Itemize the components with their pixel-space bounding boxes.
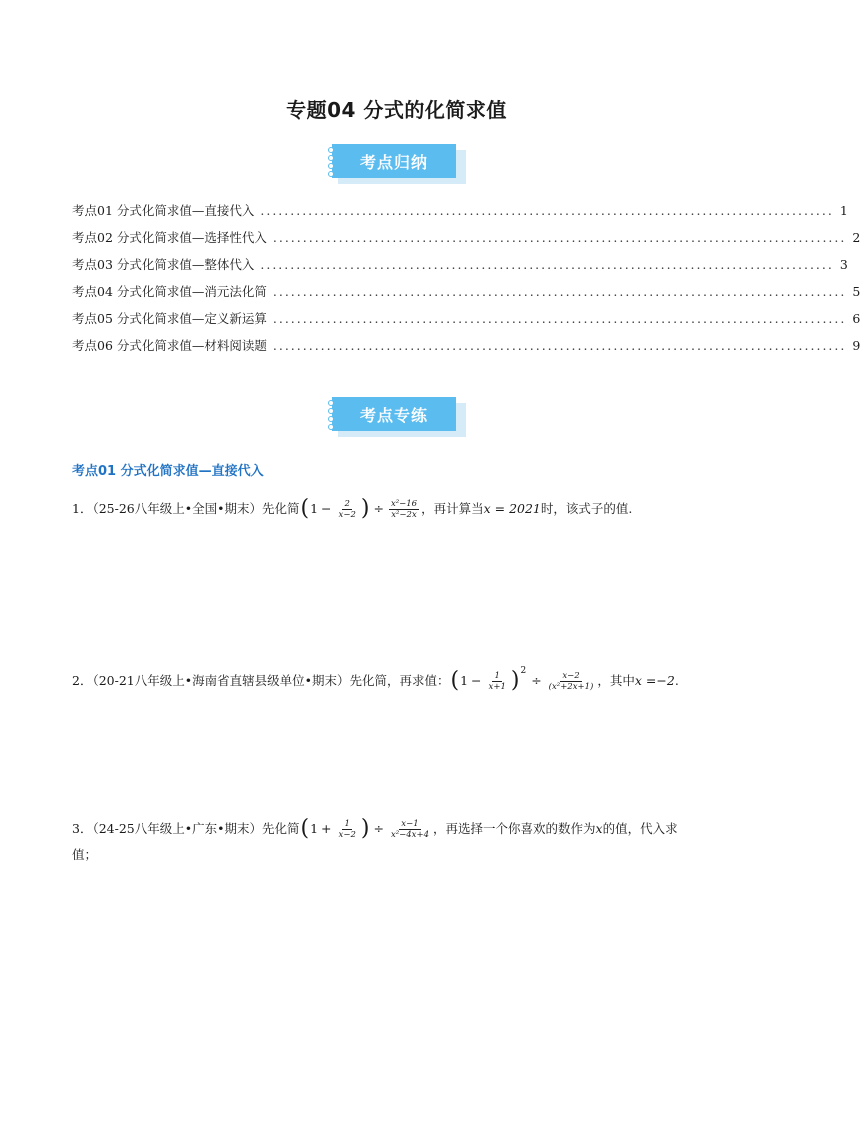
table-of-contents xyxy=(72,201,860,363)
toc-item[interactable]: 考点01 分式化简求值—直接代入 ................................................................................................ 1 xyxy=(72,203,848,218)
toc-item[interactable]: 考点05 分式化简求值—定义新运算 ................................................................................................ 6 xyxy=(72,311,860,326)
binder-rings-icon xyxy=(328,147,336,177)
question-1: 1．（25-26八年级上•全国•期末）先化简 ( 1 − $\frac{2}{x-2}$ ) ÷ $\frac{\text{x²−16}}{\text{x²−2x}}$ ，再计算当 x = 2021 时，该式子的值. xyxy=(72,496,633,521)
toc-item[interactable]: 考点06 分式化简求值—材料阅读题 ................................................................................................ 9 xyxy=(72,338,860,353)
page-title: 专题04 分式的化简求值 xyxy=(286,98,507,122)
question-3: 3．（24-25八年级上•广东•期末）先化简 ( 1 + $\frac{1}{x-2}$ ) ÷ $\frac{x-1}{\text{x²−4x+4}}$ ，再选择一个你喜欢的数作为 x 的值，代入求 值； xyxy=(72,816,724,868)
fraction: $\frac{1}{x+1}$ xyxy=(488,670,506,692)
banner-summary xyxy=(328,144,468,186)
fraction: $\frac{1}{x-2}$ xyxy=(338,818,356,840)
banner-label: 考点归纳 xyxy=(332,144,456,178)
fraction: $\frac{x-2}{\text{(x²+2x+1)}}$ xyxy=(548,670,594,692)
toc-leader: ................................................................................................ xyxy=(260,203,834,218)
toc-item[interactable]: 考点03 分式化简求值—整体代入 ................................................................................................ 3 xyxy=(72,257,848,272)
fraction: $\frac{x-1}{\text{x²−4x+4}}$ xyxy=(390,818,429,840)
banner-label: 考点专练 xyxy=(332,397,456,431)
toc-leader: ................................................................................................ xyxy=(272,230,847,245)
toc-item[interactable]: 考点04 分式化简求值—消元法化简 ................................................................................................ 5 xyxy=(72,284,860,299)
toc-leader: ................................................................................................ xyxy=(272,338,847,353)
toc-leader: ................................................................................................ xyxy=(272,311,847,326)
binder-rings-icon xyxy=(328,400,336,430)
toc-item[interactable]: 考点02 分式化简求值—选择性代入 ................................................................................................ 2 xyxy=(72,230,860,245)
fraction: $\frac{\text{x²−16}}{\text{x²−2x}}$ xyxy=(390,498,418,520)
section-heading: 考点01 分式化简求值—直接代入 xyxy=(72,464,264,479)
question-3-line2: 值； xyxy=(72,847,98,862)
toc-leader: ................................................................................................ xyxy=(272,284,847,299)
toc-leader: ................................................................................................ xyxy=(260,257,834,272)
banner-practice xyxy=(328,397,468,439)
question-2: 2．（20-21八年级上•海南省直辖县级单位•期末）先化简，再求值： ( 1 − $\frac{1}{x+1}$ ) 2 ÷ $\frac{x-2}{\text{(x²+2x+1)}}$ ，其中 x =−2 . xyxy=(72,666,679,693)
fraction: $\frac{2}{x-2}$ xyxy=(338,498,356,520)
